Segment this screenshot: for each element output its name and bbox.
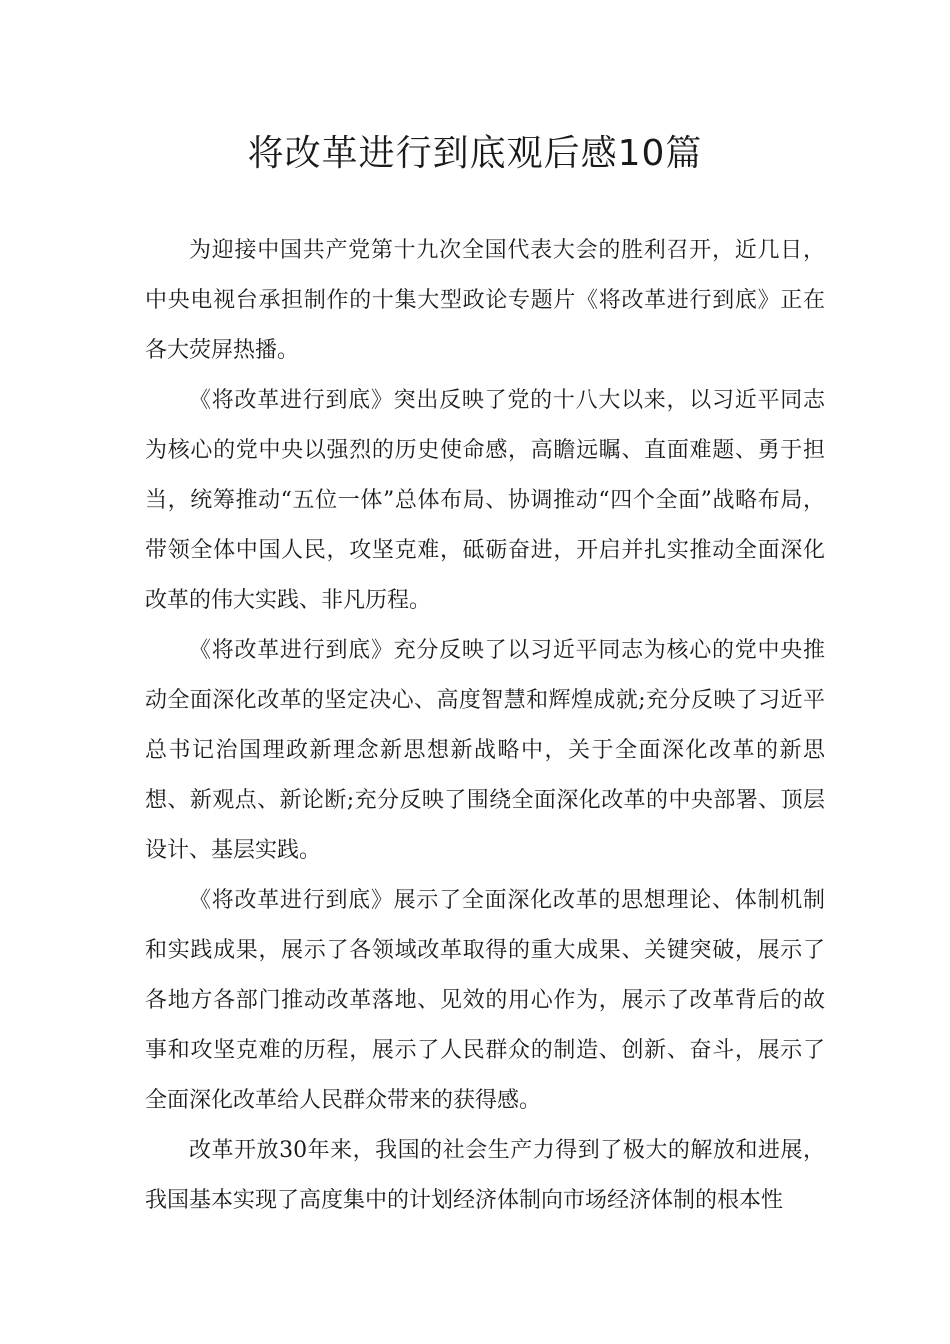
paragraph-1: 为迎接中国共产党第十九次全国代表大会的胜利召开，近几日，中央电视台承担制作的十集大型政论专题片《将改革进行到底》正在各大荧屏热播。 [145, 238, 825, 363]
document-body [145, 226, 825, 1226]
paragraph-3: 《将改革进行到底》充分反映了以习近平同志为核心的党中央推动全面深化改革的坚定决心、高度智慧和辉煌成就;充分反映了习近平总书记治国理政新理念新思想新战略中，关于全面深化改革的新思想、新观点、新论断;充分反映了围绕全面深化改革的中央部署、顶层设计、基层实践。 [145, 638, 825, 863]
paragraph-4: 《将改革进行到底》展示了全面深化改革的思想理论、体制机制和实践成果，展示了各领域改革取得的重大成果、关键突破，展示了各地方各部门推动改革落地、见效的用心作为，展示了改革背后的故事和攻坚克难的历程，展示了人民群众的制造、创新、奋斗，展示了全面深化改革给人民群众带来的获得感。 [145, 888, 825, 1113]
paragraph-2: 《将改革进行到底》突出反映了党的十八大以来，以习近平同志为核心的党中央以强烈的历史使命感，高瞻远瞩、直面难题、勇于担当，统筹推动“五位一体”总体布局、协调推动“四个全面”战略布局，带领全体中国人民，攻坚克难，砥砺奋进，开启并扎实推动全面深化改革的伟大实践、非凡历程。 [145, 388, 825, 613]
paragraph-5: 改革开放30年来，我国的社会生产力得到了极大的解放和进展，我国基本实现了高度集中的计划经济体制向市场经济体制的根本性 [145, 1138, 825, 1213]
document-title: 将改革进行到底观后感10篇 [247, 133, 703, 174]
